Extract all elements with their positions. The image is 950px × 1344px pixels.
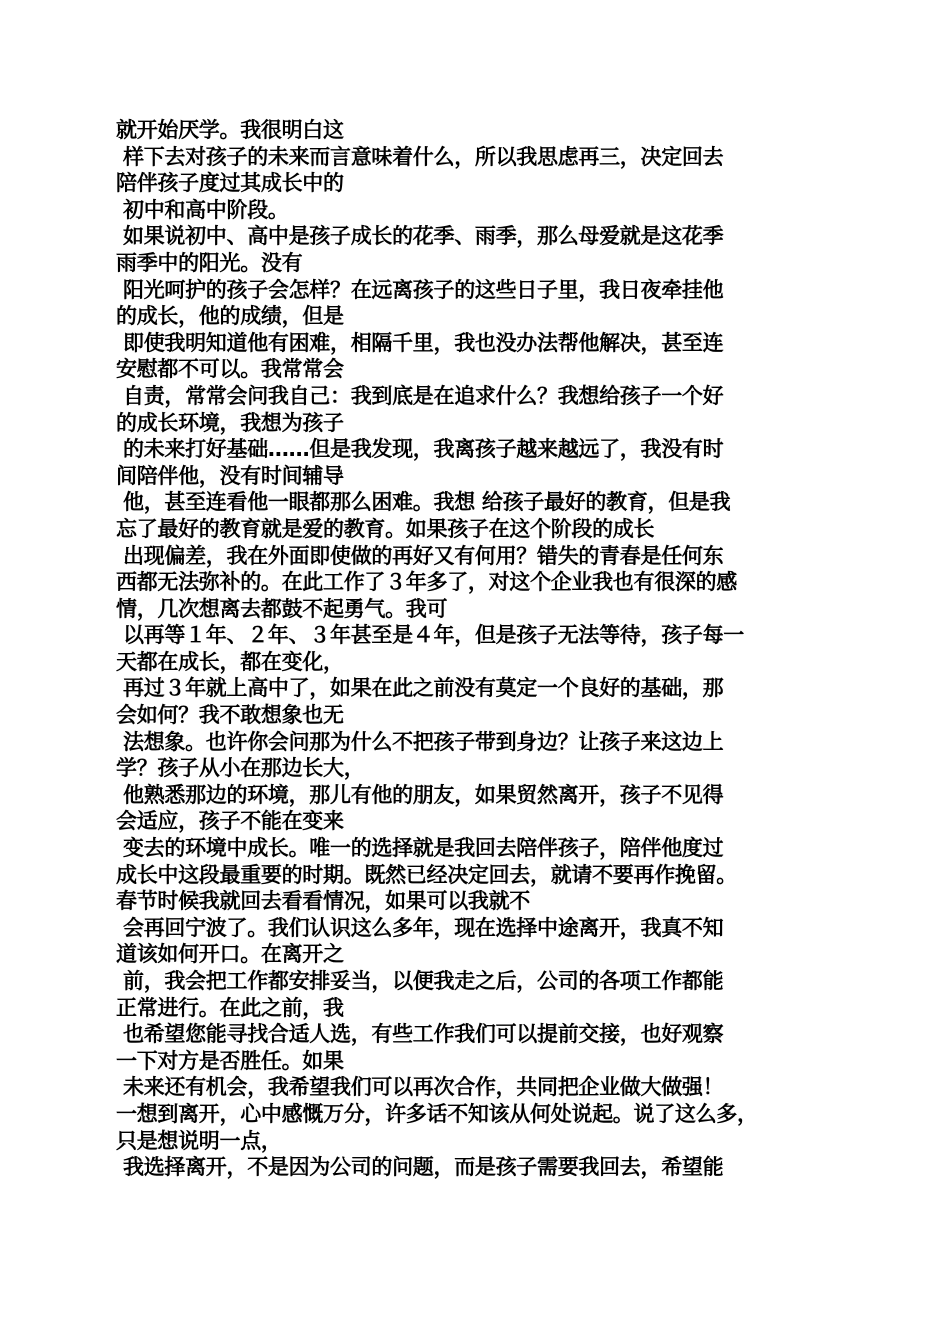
text-line: 阳光呵护的孩子会怎样？在远离孩子的这些日子里，我日夜牵挂他 [116, 277, 724, 302]
text-line: 我选择离开，不是因为公司的问题，而是孩子需要我回去，希望能 [116, 1155, 724, 1180]
text-line: 会再回宁波了。我们认识这么多年，现在选择中途离开，我真不知 [116, 915, 724, 940]
text-line: 他熟悉那边的环境，那儿有他的朋友，如果贸然离开，孩子不见得 [116, 782, 724, 807]
text-line: 初中和高中阶段。 [116, 197, 289, 222]
text-line: 安慰都不可以。我常常会 [116, 357, 344, 382]
text-line: 学？孩子从小在那边长大， [116, 756, 365, 781]
text-line: 如果说初中、高中是孩子成长的花季、雨季，那么母爱就是这花季 [116, 224, 724, 249]
text-line: 即使我明知道他有困难，相隔千里，我也没办法帮他解决，甚至连 [116, 330, 724, 355]
text-line: 出现偏差，我在外面即使做的再好又有何用？错失的青春是任何东 [116, 543, 724, 568]
text-line: 变去的环境中成长。唯一的选择就是我回去陪伴孩子，陪伴他度过 [116, 836, 724, 861]
text-line: 以再等１年、２年、３年甚至是４年，但是孩子无法等待，孩子每一 [116, 623, 745, 648]
letter-body [116, 117, 856, 1181]
text-line: 西都无法弥补的。在此工作了３年多了，对这个企业我也有很深的感 [116, 570, 737, 595]
text-line: 再过３年就上高中了，如果在此之前没有莫定一个良好的基础，那 [116, 676, 724, 701]
text-line: 一下对方是否胜任。如果 [116, 1048, 344, 1073]
text-line: 间陪伴他，没有时间辅导 [116, 463, 344, 488]
text-line: 会适应，孩子不能在变来 [116, 809, 344, 834]
text-line: 他，甚至连看他一眼都那么困难。我想 给孩子最好的教育，但是我 [116, 490, 731, 515]
text-line: 春节时候我就回去看看情况，如果可以我就不 [116, 889, 530, 914]
text-line: 样下去对孩子的未来而言意味着什么，所以我思虑再三，决定回去 [116, 144, 724, 169]
text-line: 陪伴孩子度过其成长中的 [116, 171, 344, 196]
text-line: 前，我会把工作都安排妥当，以便我走之后，公司的各项工作都能 [116, 969, 724, 993]
text-line: 只是想说明一点， [116, 1128, 282, 1153]
text-line: 未来还有机会，我希望我们可以再次合作，共同把企业做大做强！ [116, 1075, 724, 1100]
text-line: 就开始厌学。我很明白这 [116, 118, 344, 142]
text-line: 也希望您能寻找合适人选，有些工作我们可以提前交接，也好观察 [116, 1022, 724, 1047]
text-line: 会如何？我不敢想象也无 [116, 703, 344, 728]
text-line: 正常进行。在此之前，我 [116, 995, 344, 1020]
text-line: 法想象。也许你会问那为什么不把孩子带到身边？让孩子来这边上 [116, 729, 724, 754]
text-line: 天都在成长，都在变化， [116, 649, 344, 674]
text-line: 的成长，他的成绩，但是 [116, 304, 344, 329]
text-line: 情，几次想离去都鼓不起勇气。我可 [116, 596, 448, 621]
text-line: 的未来打好基础……但是我发现，我离孩子越来越远了，我没有时 [116, 437, 724, 462]
text-line: 自责，常常会问我自己：我到底是在追求什么？我想给孩子一个好 [116, 383, 724, 408]
text-line: 道该如何开口。在离开之 [116, 942, 344, 967]
text-line: 一想到离开，心中感慨万分，许多话不知该从何处说起。说了这么多， [116, 1101, 758, 1126]
text-line: 成长中这段最重要的时期。既然已经决定回去，就请不要再作挽留。 [116, 862, 737, 887]
text-line: 的成长环境，我想为孩子 [116, 410, 344, 435]
text-line: 雨季中的阳光。没有 [116, 250, 303, 275]
text-line: 忘了最好的教育就是爱的教育。如果孩子在这个阶段的成长 [116, 516, 655, 541]
